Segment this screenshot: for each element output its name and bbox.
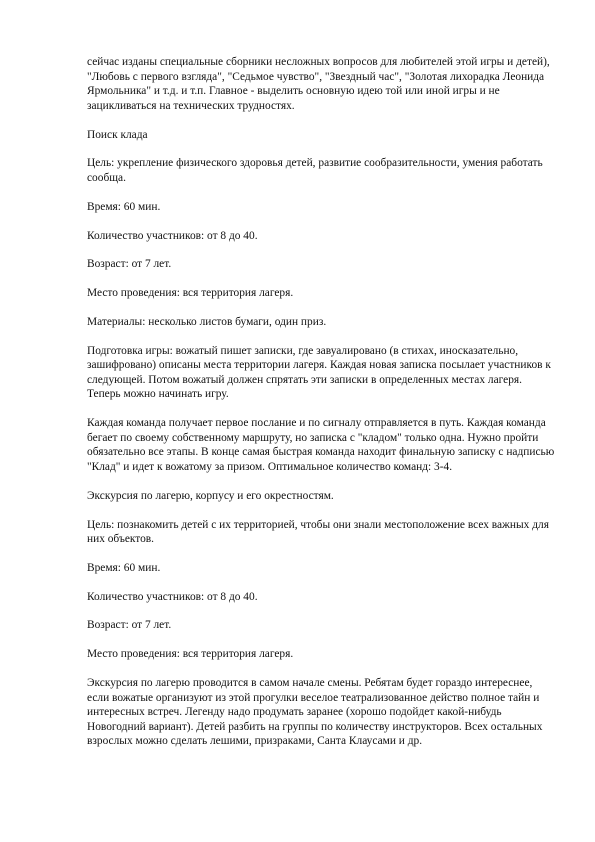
paragraph-age: Возраст: от 7 лет.: [87, 619, 172, 632]
paragraph-location: Место проведения: вся территория лагеря.: [87, 648, 294, 661]
paragraph-goal: Цель: укрепление физического здоровья детей, развитие сообразительности, умения работать сообща.: [87, 157, 543, 184]
paragraph-preparation: Подготовка игры: вожатый пишет записки, где завуалировано (в стихах, иносказательно, зашифровано) описаны места территории лагеря. Каждая новая записка посылает участников к следующей. Потом вожатый должен спрятать эти записки в определенных местах лагеря. Теперь можно начинать игру.: [87, 344, 551, 401]
paragraph-intro-continuation: сейчас изданы специальные сборники несложных вопросов для любителей этой игры и детей), "Любовь с первого взгляда", "Седьмое чувство", "Звездный час", "Золотая лихорадка Леонида Ярмольника" и т.д. и т.п. Главное - выделить основную идею той или иной игры и не зацикливаться на технических трудностях.: [87, 56, 550, 112]
paragraph-time: Время: 60 мин.: [87, 561, 161, 574]
section-heading-treasure-hunt: Поиск клада: [87, 128, 148, 141]
section-heading-excursion: Экскурсия по лагерю, корпусу и его окрестностям.: [87, 489, 334, 502]
paragraph-location: Место проведения: вся территория лагеря.: [87, 287, 294, 300]
paragraph-excursion-description: Экскурсия по лагерю проводится в самом начале смены. Ребятам будет гораздо интереснее, если вожатые организуют из этой прогулки веселое театрализованное действо полное тайн и интересных встреч. Легенду надо продумать заранее (хорошо подойдет какой-нибудь Новогодний вариант). Детей разбить на группы по количеству инструкторов. Всех остальных взрослых можно сделать лешими, призраками, Санта Клаусами и др.: [87, 677, 543, 748]
paragraph-participants: Количество участников: от 8 до 40.: [87, 229, 258, 242]
paragraph-participants: Количество участников: от 8 до 40.: [87, 590, 258, 603]
paragraph-goal: Цель: познакомить детей с их территорией, чтобы они знали местоположение всех важных для них объектов.: [87, 518, 549, 546]
paragraph-rules: Каждая команда получает первое послание и по сигналу отправляется в путь. Каждая команда бегает по своему собственному маршруту, но записка с "кладом" только одна. Нужно пройти обязательно все этапы. В конце самая быстрая команда находит финальную записку с надписью "Клад" и идет к вожатому за призом. Оптимальное количество команд: 3-4.: [87, 417, 555, 473]
paragraph-age: Возраст: от 7 лет.: [87, 258, 172, 271]
paragraph-materials: Материалы: несколько листов бумаги, один приз.: [87, 315, 327, 328]
document-body: [87, 55, 555, 763]
paragraph-time: Время: 60 мин.: [87, 200, 161, 213]
